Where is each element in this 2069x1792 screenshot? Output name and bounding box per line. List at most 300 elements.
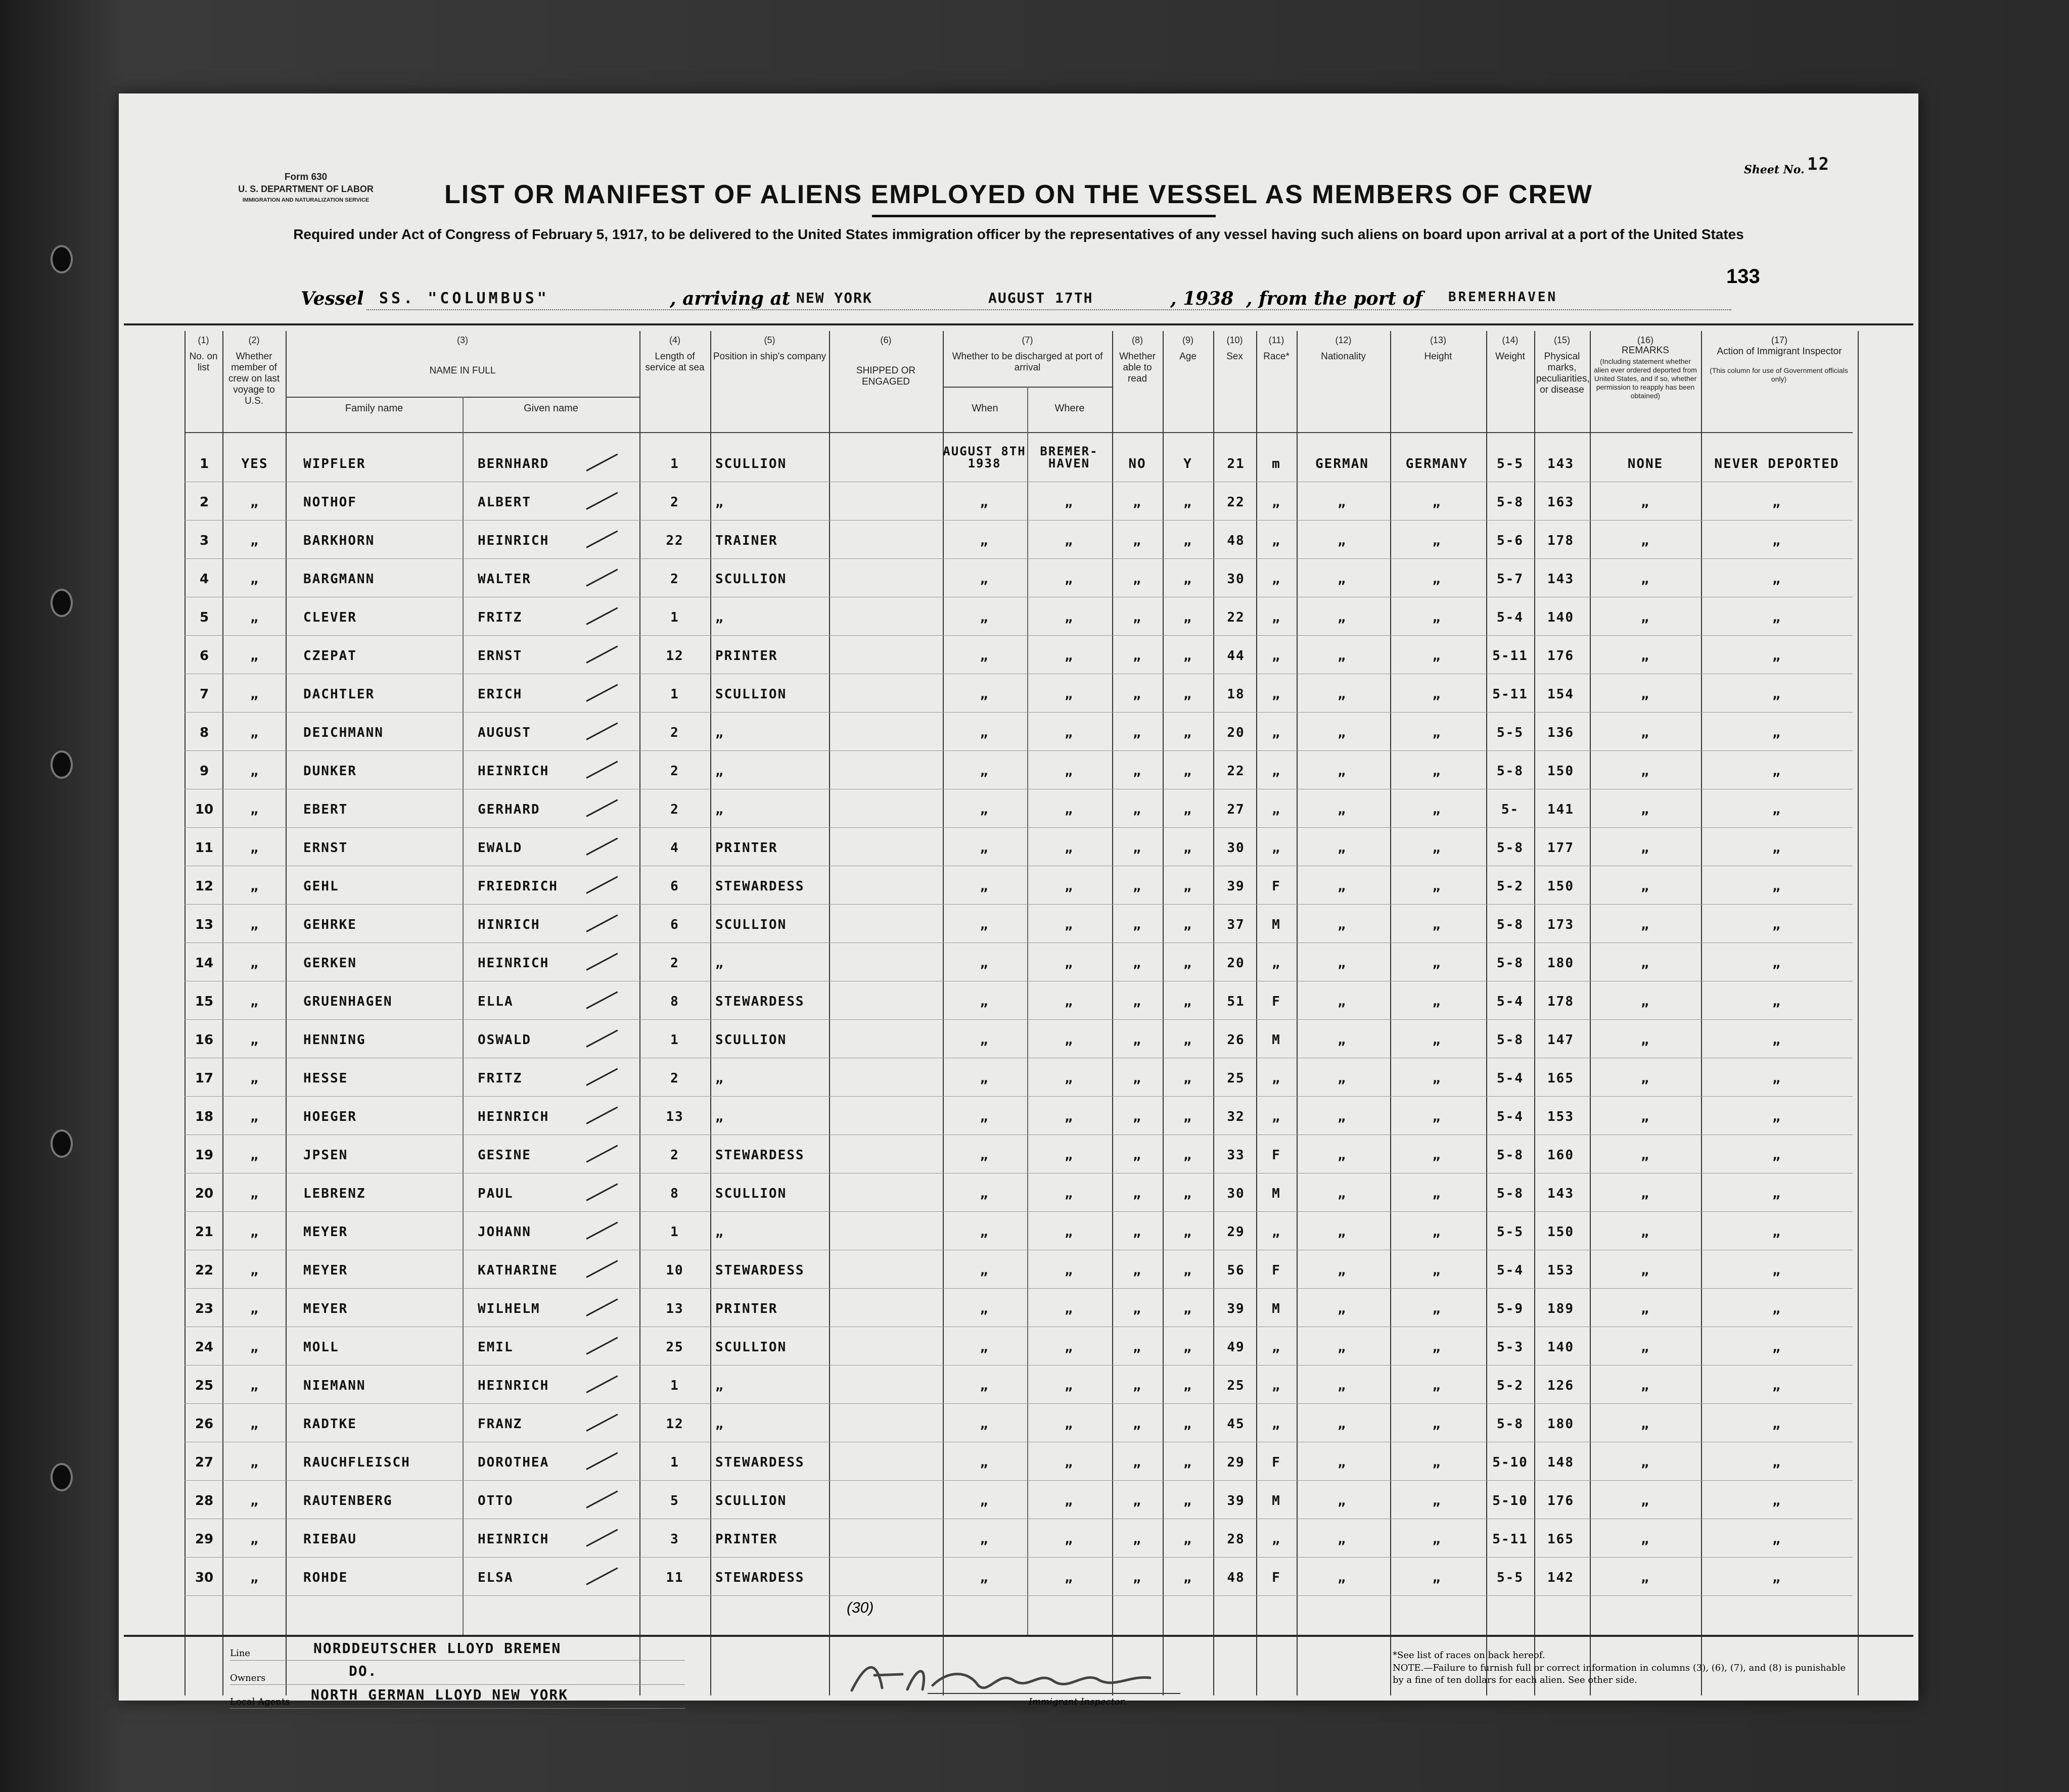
cell-where: „ xyxy=(1065,1109,1074,1124)
cell-weight: 136 xyxy=(1547,725,1574,740)
cell-nationality: „ xyxy=(1432,764,1442,779)
cell-sex: „ xyxy=(1272,1378,1281,1393)
row-rule xyxy=(185,904,1853,905)
table-bottom-rule xyxy=(124,1635,1913,1637)
cell-discharged: „ xyxy=(1133,1570,1142,1585)
cell-where: „ xyxy=(1065,1032,1074,1048)
cell-family: BARGMANN xyxy=(303,572,375,587)
cell-age: 28 xyxy=(1227,1532,1245,1547)
cell-sex: M xyxy=(1272,1186,1281,1201)
cell-remarks: „ xyxy=(1772,495,1781,510)
cell-race: „ xyxy=(1338,764,1347,779)
cell-where: „ xyxy=(1065,495,1074,510)
cell-where: „ xyxy=(1065,610,1074,625)
cell-height: 5-9 xyxy=(1497,1301,1524,1316)
cell-race: „ xyxy=(1338,1032,1347,1048)
cell-prev: „ xyxy=(250,610,259,625)
cell-prev: „ xyxy=(250,994,259,1009)
cell-where: „ xyxy=(1065,1148,1074,1163)
cell-height: 5-4 xyxy=(1497,1263,1524,1278)
cell-sex: „ xyxy=(1272,495,1281,510)
cell-service: 2 xyxy=(670,956,679,971)
cell-marks: NONE xyxy=(1627,456,1664,471)
cell-service: 10 xyxy=(666,1263,684,1278)
cell-position: „ xyxy=(715,802,724,817)
departure-port: BREMERHAVEN xyxy=(1448,290,1558,305)
cell-nationality: „ xyxy=(1432,917,1442,932)
cell-remarks: „ xyxy=(1772,1340,1781,1355)
cell-nationality: GERMANY xyxy=(1405,456,1468,471)
subcolumn-rule xyxy=(1027,387,1028,1635)
cell-service: 13 xyxy=(666,1109,684,1124)
cell-weight: 163 xyxy=(1547,495,1574,510)
cell-no: 20 xyxy=(195,1186,214,1201)
cell-nationality: „ xyxy=(1432,495,1442,510)
cell-height: 5-3 xyxy=(1497,1340,1524,1355)
cell-when: „ xyxy=(980,764,989,779)
cell-family: GEHL xyxy=(303,879,339,894)
column-label: Sex xyxy=(1226,351,1243,362)
cell-no: 22 xyxy=(195,1263,214,1278)
cell-remarks: „ xyxy=(1772,1378,1781,1393)
cell-marks: „ xyxy=(1641,495,1650,510)
cell-prev: „ xyxy=(250,1493,259,1508)
cell-when: „ xyxy=(980,1148,989,1163)
cell-discharged: „ xyxy=(1133,572,1142,587)
cell-given: EMIL xyxy=(478,1340,514,1355)
cell-race: GERMAN xyxy=(1315,456,1369,471)
column-number: (14) xyxy=(1502,335,1519,345)
cell-prev: „ xyxy=(250,1071,259,1086)
cell-when: „ xyxy=(980,1417,989,1432)
cell-discharged: „ xyxy=(1133,1493,1142,1508)
cell-prev: „ xyxy=(250,725,259,740)
cell-weight: 165 xyxy=(1547,1071,1574,1086)
cell-prev: „ xyxy=(250,648,259,664)
cell-race: „ xyxy=(1338,994,1347,1009)
cell-no: 5 xyxy=(199,610,209,625)
cell-prev: YES xyxy=(241,456,268,471)
cell-discharged: „ xyxy=(1133,1301,1142,1316)
cell-sex: M xyxy=(1272,1301,1281,1316)
cell-where: BREMER-HAVEN xyxy=(1040,444,1098,470)
cell-read: „ xyxy=(1183,917,1192,932)
cell-service: 13 xyxy=(666,1301,684,1316)
column-label: Length of service at sea xyxy=(645,351,705,373)
signature-line xyxy=(928,1693,1180,1694)
cell-weight: 143 xyxy=(1547,572,1574,587)
cell-given: GERHARD xyxy=(478,802,540,817)
cell-weight: 178 xyxy=(1547,994,1574,1009)
column-number: (9) xyxy=(1182,335,1193,345)
cell-prev: „ xyxy=(250,1417,259,1432)
cell-no: 27 xyxy=(195,1455,214,1470)
cell-discharged: „ xyxy=(1133,802,1142,817)
column-number: (1) xyxy=(198,335,209,345)
cell-nationality: „ xyxy=(1432,1455,1442,1470)
cell-service: 2 xyxy=(670,764,679,779)
stamp-number: 133 xyxy=(1726,265,1760,288)
cell-height: 5-8 xyxy=(1497,1417,1524,1432)
cell-sex: „ xyxy=(1272,1224,1281,1240)
line-label: Line xyxy=(230,1648,250,1659)
cell-given: HEINRICH xyxy=(478,1378,549,1393)
cell-where: „ xyxy=(1065,1340,1074,1355)
cell-race: „ xyxy=(1338,1109,1347,1124)
form-number: Form 630 xyxy=(284,172,328,182)
cell-no: 28 xyxy=(195,1493,214,1508)
cell-discharged: „ xyxy=(1133,1263,1142,1278)
cell-race: „ xyxy=(1338,1455,1347,1470)
cell-height: 5-11 xyxy=(1492,687,1528,702)
cell-no: 6 xyxy=(199,648,209,664)
cell-marks: „ xyxy=(1641,1532,1650,1547)
cell-height: 5-8 xyxy=(1497,1032,1524,1048)
cell-marks: „ xyxy=(1641,1148,1650,1163)
cell-marks: „ xyxy=(1641,610,1650,625)
cell-given: WILHELM xyxy=(478,1301,540,1316)
cell-given: ELLA xyxy=(478,994,514,1009)
cell-nationality: „ xyxy=(1432,572,1442,587)
cell-discharged: „ xyxy=(1133,725,1142,740)
cell-nationality: „ xyxy=(1432,1417,1442,1432)
punch-hole xyxy=(51,1129,73,1158)
cell-position: PRINTER xyxy=(715,648,778,664)
arrival-year: , 1938 xyxy=(1170,288,1234,309)
cell-prev: „ xyxy=(250,1148,259,1163)
cell-family: BARKHORN xyxy=(303,533,375,548)
row-rule xyxy=(185,520,1853,521)
cell-read: „ xyxy=(1183,1148,1192,1163)
agents-value: NORTH GERMAN LLOYD NEW YORK xyxy=(311,1686,569,1703)
arriving-label: , arriving at xyxy=(670,288,791,309)
cell-marks: „ xyxy=(1641,879,1650,894)
cell-discharged: „ xyxy=(1133,533,1142,548)
column-label: Height xyxy=(1424,351,1452,362)
cell-weight: 154 xyxy=(1547,687,1574,702)
cell-no: 8 xyxy=(199,725,209,740)
cell-read: „ xyxy=(1183,1109,1192,1124)
cell-race: „ xyxy=(1338,917,1347,932)
inspector-note: (This column for use of Government officials only) xyxy=(1710,366,1848,383)
cell-weight: 165 xyxy=(1547,1532,1574,1547)
cell-read: „ xyxy=(1183,1417,1192,1432)
subcolumn-where: Where xyxy=(1054,403,1085,414)
cell-where: „ xyxy=(1065,764,1074,779)
cell-age: 25 xyxy=(1227,1378,1245,1393)
cell-age: 56 xyxy=(1227,1263,1245,1278)
cell-prev: „ xyxy=(250,1263,259,1278)
column-label: SHIPPED OR ENGAGED xyxy=(856,365,916,387)
agents-label: Local Agents xyxy=(230,1696,290,1707)
row-rule xyxy=(185,1480,1853,1481)
column-number: (15) xyxy=(1553,335,1570,345)
cell-read: „ xyxy=(1183,840,1192,856)
cell-when: „ xyxy=(980,725,989,740)
cell-race: „ xyxy=(1338,840,1347,856)
cell-when: „ xyxy=(980,648,989,664)
cell-service: 3 xyxy=(670,1532,679,1547)
cell-weight: 180 xyxy=(1547,1417,1574,1432)
column-label: Weight xyxy=(1495,351,1525,362)
column-label: Position in ship's company xyxy=(713,351,826,362)
cell-read: „ xyxy=(1183,1340,1192,1355)
cell-age: 30 xyxy=(1227,840,1245,856)
cell-family: WIPFLER xyxy=(303,456,366,471)
cell-weight: 140 xyxy=(1547,610,1574,625)
cell-sex: F xyxy=(1272,879,1281,894)
cell-where: „ xyxy=(1065,994,1074,1009)
cell-weight: 189 xyxy=(1547,1301,1574,1316)
column-number: (5) xyxy=(764,335,775,345)
cell-height: 5-2 xyxy=(1497,1378,1524,1393)
cell-position: STEWARDESS xyxy=(715,1455,805,1470)
cell-prev: „ xyxy=(250,764,259,779)
punch-hole xyxy=(51,245,73,273)
column-number: (17) xyxy=(1771,335,1787,345)
column-rule xyxy=(710,331,711,1695)
cell-position: „ xyxy=(715,610,724,625)
cell-remarks: „ xyxy=(1772,802,1781,817)
cell-when: „ xyxy=(980,802,989,817)
cell-read: „ xyxy=(1183,725,1192,740)
cell-prev: „ xyxy=(250,1301,259,1316)
row-rule xyxy=(185,942,1853,943)
cell-service: 6 xyxy=(670,879,679,894)
column-number: (2) xyxy=(248,335,260,345)
cell-family: RIEBAU xyxy=(303,1532,357,1547)
cell-service: 25 xyxy=(666,1340,684,1355)
cell-nationality: „ xyxy=(1432,840,1442,856)
cell-discharged: „ xyxy=(1133,1148,1142,1163)
cell-family: EBERT xyxy=(303,802,348,817)
cell-family: HOEGER xyxy=(303,1109,357,1124)
cell-position: „ xyxy=(715,1071,724,1086)
cell-sex: „ xyxy=(1272,687,1281,702)
cell-sex: „ xyxy=(1272,802,1281,817)
cell-remarks: „ xyxy=(1772,1570,1781,1585)
cell-weight: 160 xyxy=(1547,1148,1574,1163)
cell-when: „ xyxy=(980,879,989,894)
cell-read: „ xyxy=(1183,495,1192,510)
cell-service: 12 xyxy=(666,648,684,664)
cell-height: 5-5 xyxy=(1497,1224,1524,1240)
cell-nationality: „ xyxy=(1432,1378,1442,1393)
cell-height: 5-5 xyxy=(1497,456,1524,471)
cell-service: 11 xyxy=(666,1570,684,1585)
column-label: Race* xyxy=(1263,351,1290,362)
cell-prev: „ xyxy=(250,1570,259,1585)
column-label: Whether able to read xyxy=(1119,351,1156,384)
cell-sex: „ xyxy=(1272,840,1281,856)
cell-read: „ xyxy=(1183,1224,1192,1240)
manifest-sheet xyxy=(119,93,1918,1707)
cell-age: 39 xyxy=(1227,1493,1245,1508)
cell-read: „ xyxy=(1183,1532,1192,1547)
cell-weight: 142 xyxy=(1547,1570,1574,1585)
row-rule xyxy=(185,1211,1853,1212)
cell-where: „ xyxy=(1065,1224,1074,1240)
cell-marks: „ xyxy=(1641,917,1650,932)
cell-age: 20 xyxy=(1227,725,1245,740)
cell-given: KATHARINE xyxy=(478,1263,558,1278)
cell-discharged: „ xyxy=(1133,1532,1142,1547)
cell-position: STEWARDESS xyxy=(715,1570,805,1585)
column-number: (6) xyxy=(880,335,892,345)
sheet-label: Sheet No. xyxy=(1744,163,1805,176)
cell-prev: „ xyxy=(250,802,259,817)
cell-given: FRITZ xyxy=(478,610,523,625)
cell-remarks: „ xyxy=(1772,1493,1781,1508)
cell-height: 5-5 xyxy=(1497,725,1524,740)
subcolumn-given: Given name xyxy=(524,403,578,414)
cell-remarks: „ xyxy=(1772,725,1781,740)
cell-remarks: „ xyxy=(1772,879,1781,894)
row-rule xyxy=(185,1557,1853,1558)
cell-age: 45 xyxy=(1227,1417,1245,1432)
cell-nationality: „ xyxy=(1432,1340,1442,1355)
cell-age: 39 xyxy=(1227,879,1245,894)
cell-weight: 180 xyxy=(1547,956,1574,971)
cell-nationality: „ xyxy=(1432,725,1442,740)
cell-height: 5-4 xyxy=(1497,1071,1524,1086)
cell-age: 49 xyxy=(1227,1340,1245,1355)
cell-when: „ xyxy=(980,1109,989,1124)
column-label: Age xyxy=(1179,351,1197,362)
cell-marks: „ xyxy=(1641,1032,1650,1048)
cell-race: „ xyxy=(1338,1493,1347,1508)
cell-when: „ xyxy=(980,1071,989,1086)
cell-height: 5-5 xyxy=(1497,1570,1524,1585)
column-label: REMARKS xyxy=(1622,345,1669,356)
cell-given: HEINRICH xyxy=(478,956,549,971)
cell-when: „ xyxy=(980,1340,989,1355)
cell-service: 1 xyxy=(670,456,679,471)
cell-family: GERKEN xyxy=(303,956,357,971)
cell-marks: „ xyxy=(1641,956,1650,971)
cell-given: GESINE xyxy=(478,1148,531,1163)
arrival-port: NEW YORK xyxy=(796,290,872,306)
cell-read: „ xyxy=(1183,1493,1192,1508)
cell-nationality: „ xyxy=(1432,1570,1442,1585)
owners-value: DO. xyxy=(349,1663,378,1679)
cell-family: CZEPAT xyxy=(303,648,357,664)
cell-weight: 150 xyxy=(1547,879,1574,894)
cell-remarks: „ xyxy=(1772,1532,1781,1547)
cell-no: 18 xyxy=(195,1109,214,1124)
cell-sex: „ xyxy=(1272,648,1281,664)
cell-race: „ xyxy=(1338,572,1347,587)
footer-rule xyxy=(230,1708,685,1709)
cell-where: „ xyxy=(1065,879,1074,894)
cell-where: „ xyxy=(1065,1263,1074,1278)
column-rule xyxy=(1858,331,1859,1695)
column-number: (7) xyxy=(1022,335,1033,345)
cell-age: 30 xyxy=(1227,572,1245,587)
cell-sex: „ xyxy=(1272,1109,1281,1124)
cell-remarks: „ xyxy=(1772,1301,1781,1316)
cell-given: HEINRICH xyxy=(478,1532,549,1547)
cell-prev: „ xyxy=(250,840,259,856)
row-rule xyxy=(185,750,1853,751)
vessel-line-dots xyxy=(366,308,1731,310)
cell-when: „ xyxy=(980,1224,989,1240)
cell-given: BERNHARD xyxy=(478,456,549,471)
cell-weight: 141 xyxy=(1547,802,1574,817)
column-number: (10) xyxy=(1226,335,1243,345)
cell-age: 30 xyxy=(1227,1186,1245,1201)
department: U. S. DEPARTMENT OF LABOR xyxy=(238,184,374,194)
cell-no: 19 xyxy=(195,1148,214,1163)
cell-service: 22 xyxy=(666,533,684,548)
cell-family: MEYER xyxy=(303,1263,348,1278)
cell-height: 5-8 xyxy=(1497,495,1524,510)
cell-race: „ xyxy=(1338,1378,1347,1393)
cell-when: „ xyxy=(980,533,989,548)
cell-sex: „ xyxy=(1272,610,1281,625)
vessel-name: SS. "COLUMBUS" xyxy=(379,290,549,307)
cell-nationality: „ xyxy=(1432,1148,1442,1163)
cell-given: FRANZ xyxy=(478,1417,523,1432)
cell-height: 5-2 xyxy=(1497,879,1524,894)
cell-discharged: „ xyxy=(1133,495,1142,510)
cell-position: „ xyxy=(715,764,724,779)
cell-service: 2 xyxy=(670,725,679,740)
cell-nationality: „ xyxy=(1432,1032,1442,1048)
cell-age: 39 xyxy=(1227,1301,1245,1316)
column-number: (11) xyxy=(1268,335,1284,345)
cell-position: SCULLION xyxy=(715,687,787,702)
fine-note: NOTE.—Failure to furnish full or correct information in columns (3), (6), (7), and (8) is punishable by a fine of ten dollars for each alien. See other side. xyxy=(1393,1663,1846,1685)
cell-when: „ xyxy=(980,1532,989,1547)
cell-given: HEINRICH xyxy=(478,764,549,779)
cell-nationality: „ xyxy=(1432,879,1442,894)
cell-discharged: „ xyxy=(1133,1186,1142,1201)
cell-nationality: „ xyxy=(1432,1186,1442,1201)
cell-no: 13 xyxy=(195,917,214,932)
cell-read: „ xyxy=(1183,610,1192,625)
cell-prev: „ xyxy=(250,572,259,587)
cell-nationality: „ xyxy=(1432,1263,1442,1278)
cell-read: „ xyxy=(1183,1263,1192,1278)
cell-service: 8 xyxy=(670,994,679,1009)
cell-age: 44 xyxy=(1227,648,1245,664)
cell-marks: „ xyxy=(1641,1570,1650,1585)
cell-when: „ xyxy=(980,1301,989,1316)
cell-no: 3 xyxy=(199,533,209,548)
cell-race: „ xyxy=(1338,1532,1347,1547)
cell-height: 5-4 xyxy=(1497,1109,1524,1124)
cell-when: „ xyxy=(980,956,989,971)
cell-where: „ xyxy=(1065,840,1074,856)
cell-prev: „ xyxy=(250,1032,259,1048)
cell-read: „ xyxy=(1183,1455,1192,1470)
cell-sex: F xyxy=(1272,1570,1281,1585)
cell-read: „ xyxy=(1183,994,1192,1009)
cell-family: LEBRENZ xyxy=(303,1186,366,1201)
cell-remarks: „ xyxy=(1772,1224,1781,1240)
cell-service: 5 xyxy=(670,1493,679,1508)
cell-race: „ xyxy=(1338,1263,1347,1278)
cell-given: ALBERT xyxy=(478,495,531,510)
arrival-date: AUGUST 17TH xyxy=(988,290,1093,306)
column-rule xyxy=(1213,331,1214,1695)
cell-race: „ xyxy=(1338,1148,1347,1163)
cell-where: „ xyxy=(1065,1186,1074,1201)
cell-prev: „ xyxy=(250,879,259,894)
cell-when: „ xyxy=(980,1378,989,1393)
cell-weight: 143 xyxy=(1547,456,1574,471)
